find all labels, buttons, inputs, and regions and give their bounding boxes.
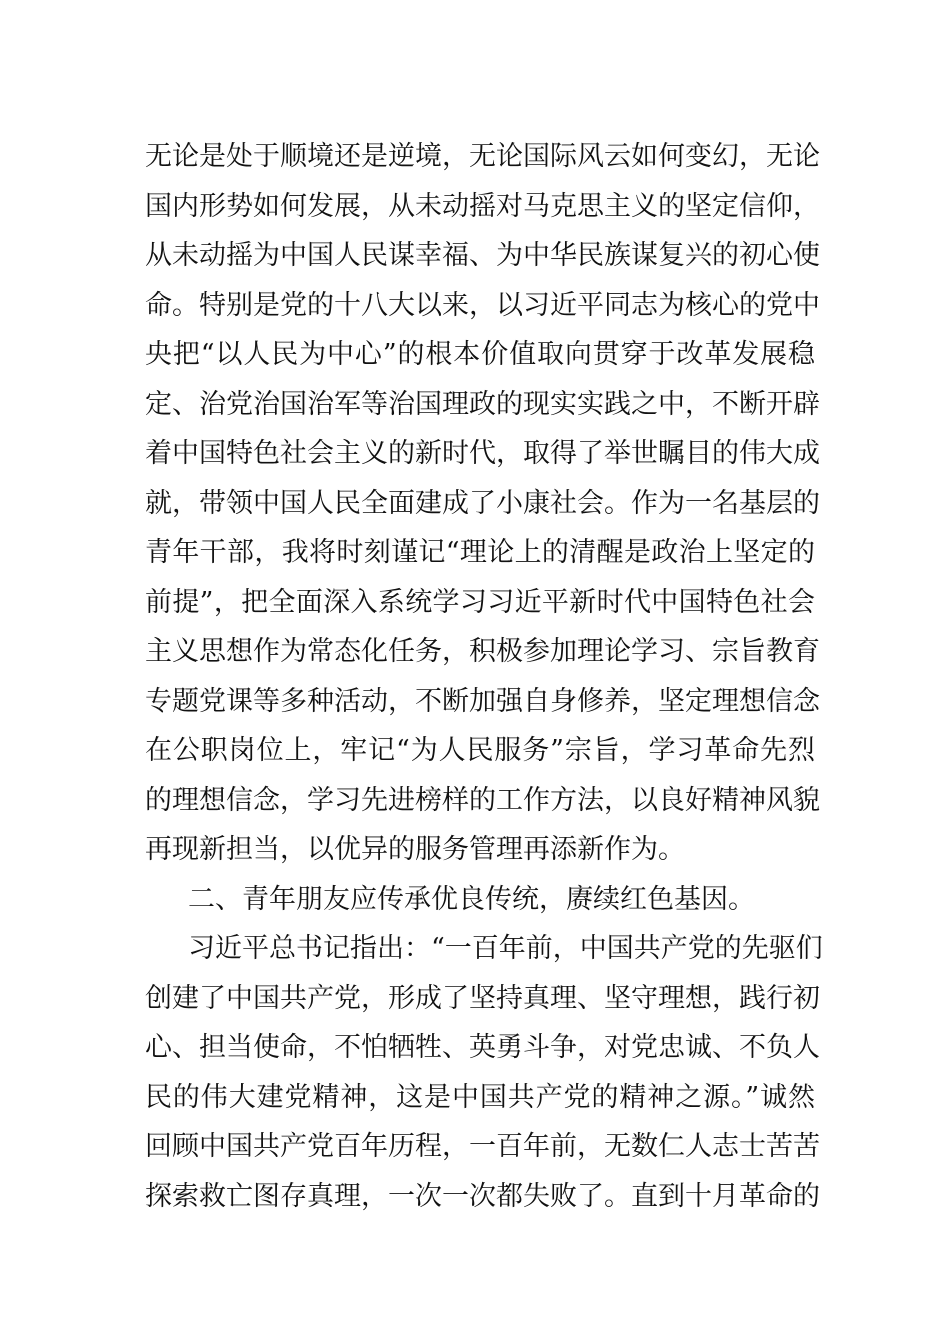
- text-line: 再现新担当，以优异的服务管理再添新作为。: [145, 834, 685, 865]
- document-body: [145, 132, 823, 1221]
- text-line: 国内形势如何发展，从未动摇对马克思主义的坚定信仰，: [145, 190, 820, 222]
- text-line: 定、治党治国治军等治国理政的现实实践之中，不断开辟: [145, 388, 820, 420]
- text-line: 青年干部，我将时刻谨记“理论上的清醒是政治上坚定的: [145, 537, 815, 568]
- text-line: 前提”，把全面深入系统学习习近平新时代中国特色社会: [145, 586, 815, 618]
- text-line: 习近平总书记指出：“一百年前，中国共产党的先驱们: [188, 933, 823, 964]
- text-line: 就，带领中国人民全面建成了小康社会。作为一名基层的: [145, 487, 820, 519]
- text-line: 着中国特色社会主义的新时代，取得了举世瞩目的伟大成: [145, 438, 820, 469]
- text-line: 回顾中国共产党百年历程，一百年前，无数仁人志士苦苦: [145, 1131, 820, 1162]
- text-line: 主义思想作为常态化任务，积极参加理论学习、宗旨教育: [145, 636, 820, 667]
- text-line: 从未动摇为中国人民谋幸福、为中华民族谋复兴的初心使: [145, 240, 820, 271]
- section-heading: 二、青年朋友应传承优良传统，赓续红色基因。: [188, 883, 755, 915]
- text-line: 命。特别是党的十八大以来，以习近平同志为核心的党中: [145, 289, 820, 321]
- text-line: 央把“以人民为中心”的根本价值取向贯穿于改革发展稳: [145, 339, 815, 370]
- text-line: 心、担当使命，不怕牺牲、英勇斗争，对党忠诚、不负人: [145, 1032, 820, 1063]
- text-line: 专题党课等多种活动，不断加强自身修养，坚定理想信念: [145, 685, 820, 717]
- text-line: 的理想信念，学习先进榜样的工作方法，以良好精神风貌: [145, 784, 820, 816]
- text-line: 在公职岗位上，牢记“为人民服务”宗旨，学习革命先烈: [145, 735, 815, 766]
- text-line: 无论是处于顺境还是逆境，无论国际风云如何变幻，无论: [145, 141, 820, 172]
- text-line: 创建了中国共产党，形成了坚持真理、坚守理想，践行初: [145, 982, 820, 1014]
- text-line: 民的伟大建党精神，这是中国共产党的精神之源。”诚然: [145, 1081, 815, 1113]
- text-line: 探索救亡图存真理，一次一次都失败了。直到十月革命的: [145, 1180, 820, 1212]
